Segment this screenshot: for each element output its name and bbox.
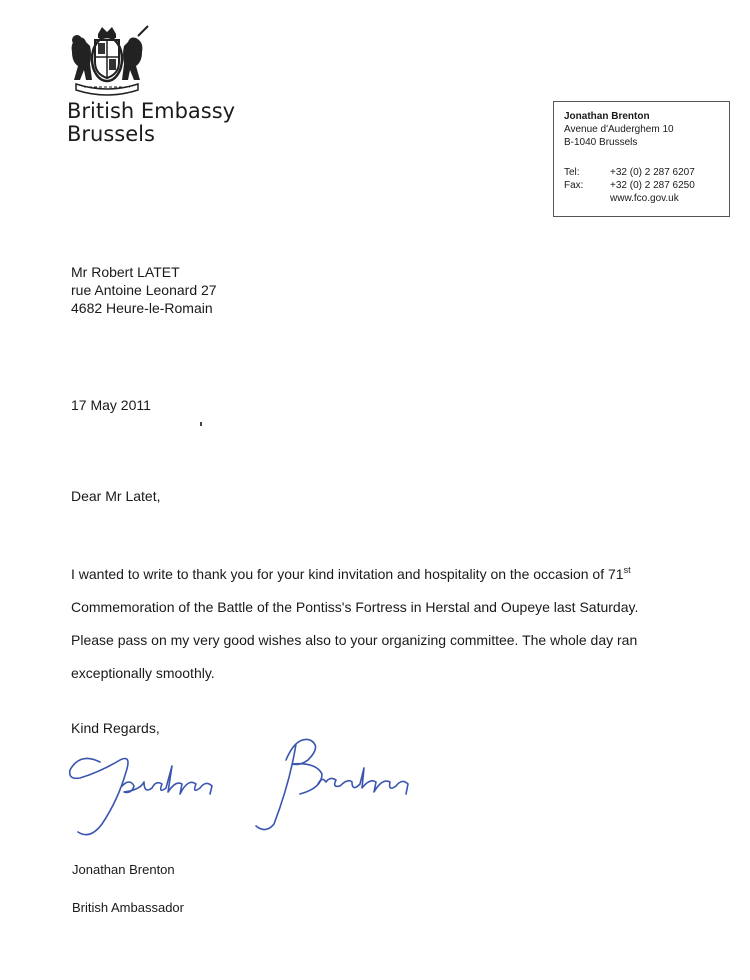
recipient-city: 4682 Heure-le-Romain bbox=[71, 300, 213, 316]
contact-box bbox=[553, 101, 730, 217]
recipient-address bbox=[71, 263, 217, 317]
letter-date: 17 May 2011 bbox=[71, 397, 151, 413]
body-line4: exceptionally smoothly. bbox=[71, 665, 215, 681]
fax-label: Fax: bbox=[564, 180, 584, 191]
tel-value: +32 (0) 2 287 6207 bbox=[610, 167, 695, 178]
contact-tel-row bbox=[564, 166, 729, 179]
contact-name: Jonathan Brenton bbox=[564, 111, 650, 122]
recipient-street: rue Antoine Leonard 27 bbox=[71, 282, 217, 298]
salutation: Dear Mr Latet, bbox=[71, 488, 161, 504]
body-line1 bbox=[71, 558, 731, 591]
signer-name: Jonathan Brenton bbox=[72, 862, 175, 877]
ordinal-suffix: st bbox=[623, 565, 631, 575]
contact-address-line2: B-1040 Brussels bbox=[564, 137, 638, 148]
body-line3: Please pass on my very good wishes also to your organizing committee. The whole day ran bbox=[71, 632, 638, 648]
body-line1-text: I wanted to write to thank you for your kind invitation and hospitality on the occasion of 71 bbox=[71, 566, 624, 582]
contact-fax-row bbox=[564, 179, 729, 192]
fax-value: +32 (0) 2 287 6250 bbox=[610, 180, 695, 191]
signer-title: British Ambassador bbox=[72, 900, 184, 915]
closing: Kind Regards, bbox=[71, 720, 160, 736]
tel-label: Tel: bbox=[564, 167, 580, 178]
embassy-line2: Brussels bbox=[67, 122, 155, 146]
stray-mark bbox=[200, 422, 202, 426]
contact-address-line1: Avenue d'Auderghem 10 bbox=[564, 124, 674, 135]
embassy-line1: British Embassy bbox=[67, 99, 236, 123]
recipient-name: Mr Robert LATET bbox=[71, 264, 180, 280]
body-line2: Commemoration of the Battle of the Pontiss's Fortress in Herstal and Oupeye last Saturday. bbox=[71, 599, 639, 615]
embassy-name bbox=[67, 100, 235, 146]
web-link[interactable]: www.fco.gov.uk bbox=[610, 193, 679, 204]
contact-web-row bbox=[564, 192, 729, 205]
royal-coat-of-arms-icon bbox=[62, 24, 152, 102]
handwritten-signature bbox=[60, 722, 460, 854]
letter-body bbox=[71, 558, 731, 690]
